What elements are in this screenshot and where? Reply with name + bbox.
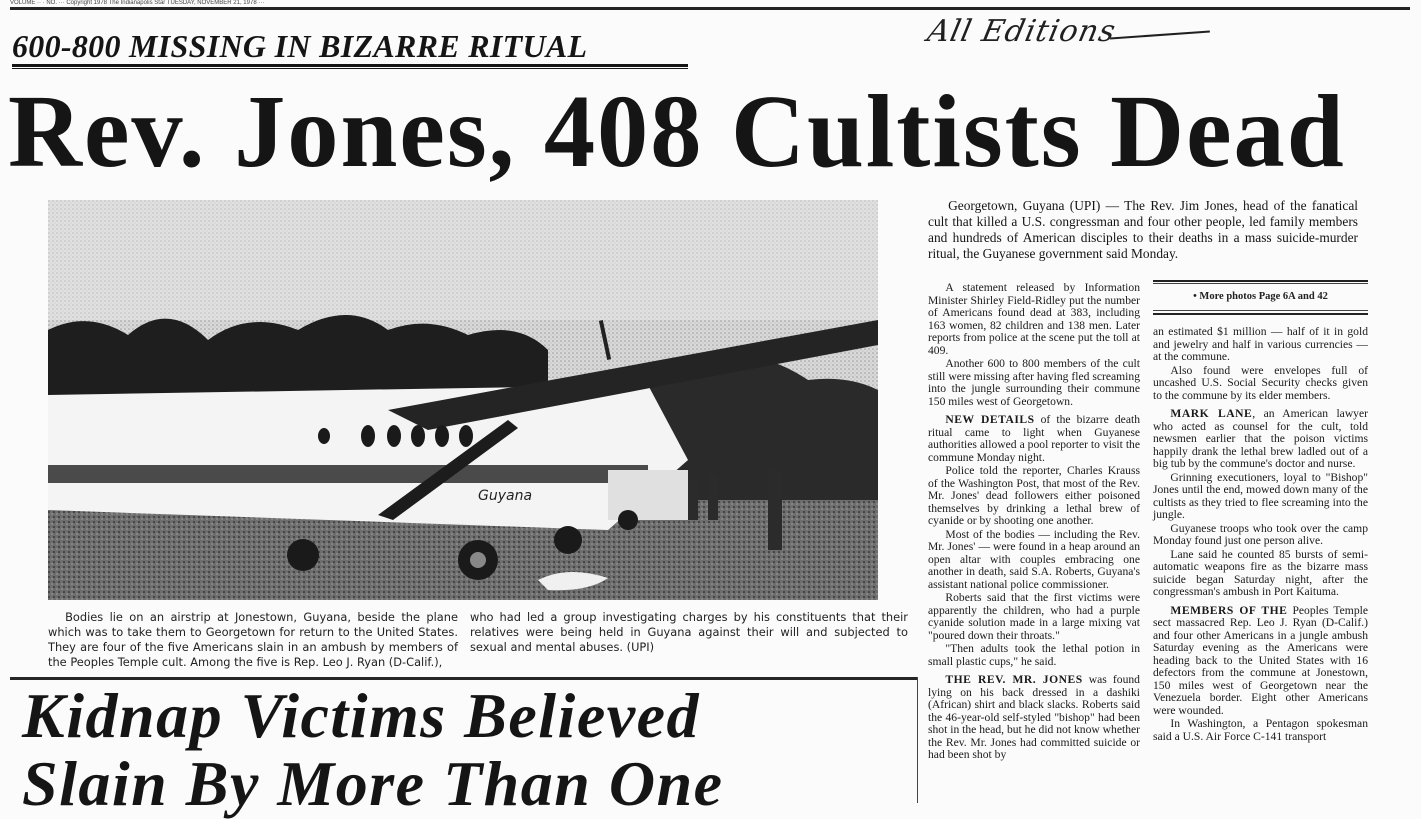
refbox-rule bbox=[1153, 280, 1368, 282]
paragraph: Another 600 to 800 members of the cult still were missing after having fled screaming into the jungle surrounding their commune 150 miles west of Georgetown. bbox=[928, 357, 1140, 408]
secondary-headline-line2: Slain By More Than One bbox=[22, 748, 724, 819]
lead-paragraph: Georgetown, Guyana (UPI) — The Rev. Jim Jones, head of the fanatical cult that killed a U.S. congressman and four other people, led family members and hundreds of American disciples to their deaths in a mass suicide-murder ritual, the Guyanese government said Monday. bbox=[928, 198, 1358, 261]
story-lead bbox=[928, 198, 1358, 262]
paragraph: Most of the bodies — including the Rev. Mr. Jones' — were found in a heap around an open altar with couples embracing one another in death, said S.A. Roberts, Guyana's assistant national police commissioner. bbox=[928, 527, 1140, 591]
secondary-headline bbox=[22, 682, 724, 818]
paragraph: Police told the reporter, Charles Krauss of the Washington Post, that most of the Rev. Mr. Jones' dead followers either poisoned themselves by drinking a lethal brew of cyanide or by shooting one another. bbox=[928, 464, 1140, 527]
photo-caption-right: who had led a group investigating charges by his constituents that their relatives were being held in Guyana against their will and subjected to sexual and mental abuses. (UPI) bbox=[470, 610, 908, 654]
more-photos-link[interactable]: • More photos Page 6A and 42 bbox=[1193, 291, 1328, 302]
kicker-headline: 600-800 MISSING IN BIZARRE RITUAL bbox=[12, 28, 588, 64]
story-column-a bbox=[928, 282, 1140, 763]
refbox-rule bbox=[1153, 313, 1368, 315]
refbox-rule bbox=[1153, 283, 1368, 284]
secondary-headline-line1: Kidnap Victims Believed bbox=[22, 680, 701, 751]
masthead-rule bbox=[10, 7, 1410, 10]
paragraph: MARK LANE, an American lawyer who acted as counsel for the cult, told newsmen earlier that the poison victims happily drank the lethal brew ladled out of a big tub by the commune's doctor and nurse. bbox=[1153, 407, 1368, 470]
masthead-strip: VOLUME ·· · NO. ··· Copyright 1978 The Indianapolis Star TUESDAY, NOVEMBER 21, 1978 ··· bbox=[10, 0, 265, 6]
aircraft-marking: Guyana bbox=[478, 488, 533, 504]
photo-caption-left: Bodies lie on an airstrip at Jonestown, Guyana, beside the plane which was to take them to Georgetown for return to the United States. They are four of the five Americans slain in an ambush by members of the Peoples Temple cult. Among the five is Rep. Leo J. Ryan (D-Calif.), bbox=[48, 610, 458, 669]
paragraph: NEW DETAILS of the bizarre death ritual came to light when Guyanese authorities allowed a pool reporter to visit the commune Monday night. bbox=[928, 413, 1140, 464]
paragraph: Guyanese troops who took over the camp Monday found just one person alive. bbox=[1153, 521, 1368, 547]
paragraph: MEMBERS OF THE Peoples Temple sect massacred Rep. Leo J. Ryan (D-Calif.) and four other Americans in a jungle ambush Saturday evening as the Americans were heading back to the United States with 16 defectors from the commune at Jonestown, 150 miles west of Georgetown near the Venezuela border. Eight other Americans were wounded. bbox=[1153, 603, 1368, 717]
paragraph: Roberts said that the first victims were apparently the children, who had a purple cyanide solution made in a large mixing vat "poured down their throats." bbox=[928, 591, 1140, 642]
paragraph: Grinning executioners, loyal to "Bishop" Jones until the end, mowed down many of the cultists as they tried to flee screaming into the jungle. bbox=[1153, 470, 1368, 521]
box-border bbox=[917, 677, 918, 803]
kicker-underline-thin bbox=[12, 68, 688, 69]
handwritten-edition-note: All Editions bbox=[924, 14, 1120, 49]
paragraph: an estimated $1 million — half of it in gold and jewelry and half in various currencies — at the commune. bbox=[1153, 325, 1368, 363]
paragraph: "Then adults took the lethal potion in small plastic cups," he said. bbox=[928, 642, 1140, 668]
kicker-underline bbox=[12, 64, 688, 67]
paragraph: Also found were envelopes full of uncashed U.S. Social Security checks given to the commune by its elder members. bbox=[1153, 363, 1368, 402]
main-headline: Rev. Jones, 408 Cultists Dead bbox=[8, 74, 1346, 189]
paragraph: Lane said he counted 85 bursts of semi-automatic weapons fire as the bizarre mass suicide began Saturday night, after the congressman's ambush in Port Kaituma. bbox=[1153, 547, 1368, 598]
handwritten-underline bbox=[1110, 31, 1210, 40]
paragraph: In Washington, a Pentagon spokesman said a U.S. Air Force C-141 transport bbox=[1153, 717, 1368, 743]
news-photo-plane-airstrip bbox=[48, 200, 878, 600]
paragraph: A statement released by Information Minister Shirley Field-Ridley put the number of Americans found dead at 383, including 163 women, 82 children and 138 men. Later reports from police at the scene put the toll at 409. bbox=[928, 281, 1140, 357]
refbox-rule bbox=[1153, 310, 1368, 311]
paragraph: THE REV. MR. JONES was found lying on his back dressed in a dashiki (African) shirt and black slacks. Roberts said the 46-year-old self-styled "bishop" had been shot in the head, but he did not know whether the Rev. Mr. Jones had committed suicide or had been shot by bbox=[928, 673, 1140, 761]
photo-illustration bbox=[48, 200, 878, 600]
more-photos-reference[interactable] bbox=[1153, 280, 1368, 316]
story-column-b bbox=[1153, 326, 1368, 744]
